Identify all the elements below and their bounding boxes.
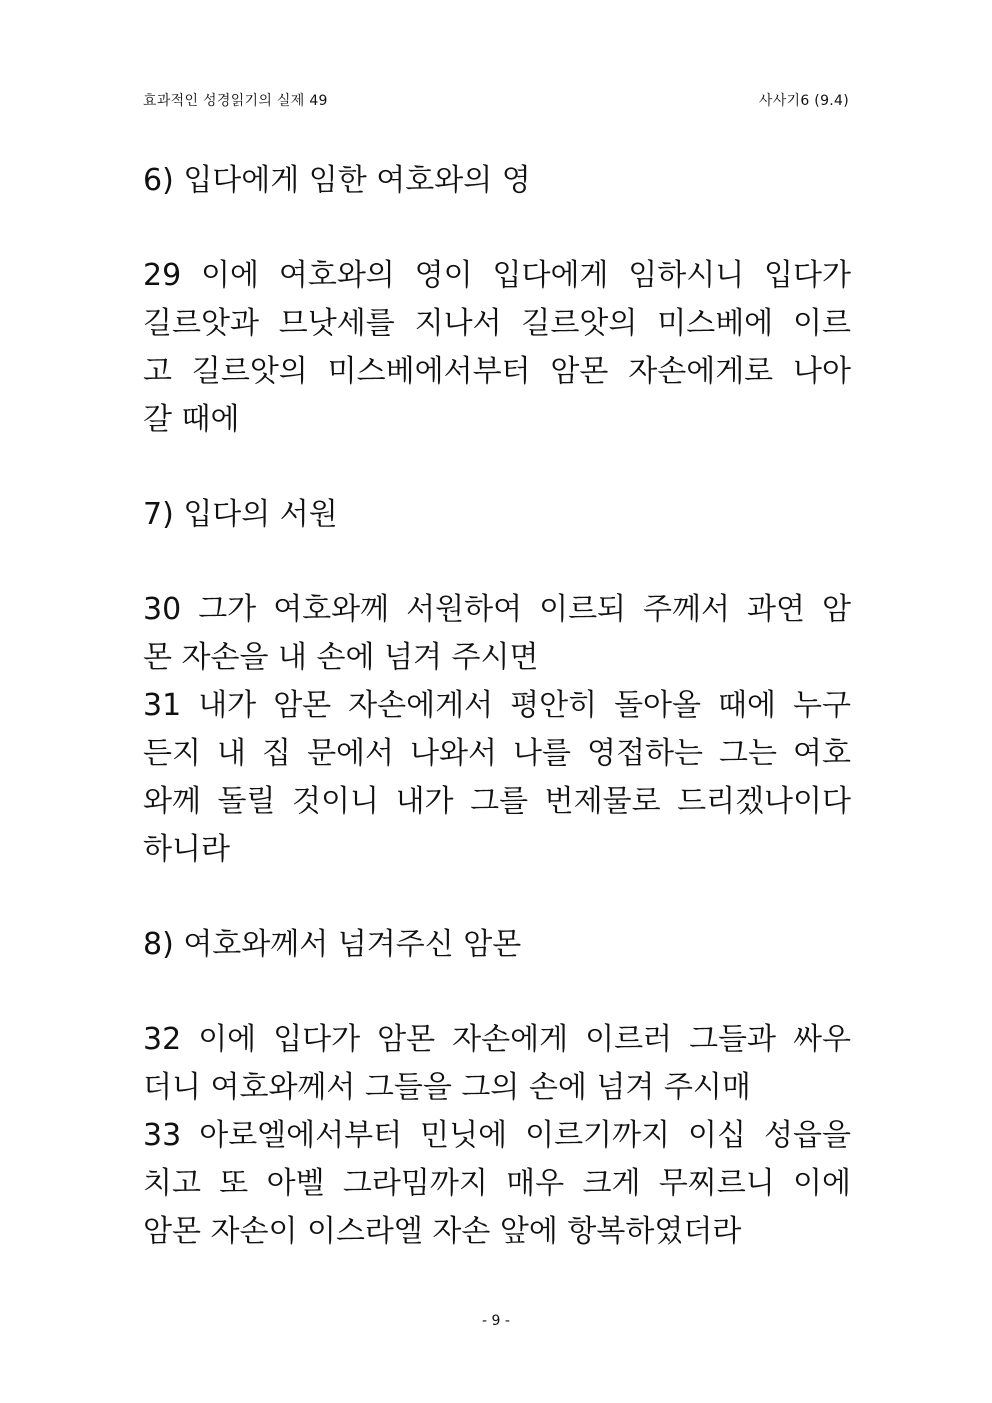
section-heading: 8) 여호와께서 넘겨주신 암몬 — [143, 927, 522, 962]
verse-line: 29 이에 여호와의 영이 입다에게 임하시니 입다가 — [143, 258, 851, 293]
verse-line: 든지 내 집 문에서 나와서 나를 영접하는 그는 여호 — [143, 736, 851, 771]
verse-line: 암몬 자손이 이스라엘 자손 앞에 항복하였더라 — [143, 1214, 742, 1249]
verse-line: 치고 또 아벨 그라밈까지 매우 크게 무찌르니 이에 — [143, 1166, 851, 1201]
page-header — [143, 90, 849, 112]
verse-line: 31 내가 암몬 자손에게서 평안히 돌아올 때에 누구 — [143, 688, 851, 723]
verse-block — [143, 586, 851, 874]
page-number: - 9 - — [482, 1313, 510, 1329]
header-chapter-label: 사사기6 (9.4) — [758, 93, 849, 109]
section-heading: 6) 입다에게 임한 여호와의 영 — [143, 163, 531, 198]
verse-line: 길르앗과 므낫세를 지나서 길르앗의 미스베에 이르 — [143, 306, 851, 341]
header-book-title: 효과적인 성경읽기의 실제 49 — [143, 93, 328, 109]
verse-line: 고 길르앗의 미스베에서부터 암몬 자손에게로 나아 — [143, 354, 851, 389]
verse-line: 30 그가 여호와께 서원하여 이르되 주께서 과연 암 — [143, 592, 851, 627]
page-content — [143, 157, 851, 1303]
verse-block — [143, 1016, 851, 1256]
verse-line: 32 이에 입다가 암몬 자손에게 이르러 그들과 싸우 — [143, 1022, 851, 1057]
verse-line: 더니 여호와께서 그들을 그의 손에 넘겨 주시매 — [143, 1070, 751, 1105]
verse-line: 하니라 — [143, 832, 230, 867]
verse-line: 갈 때에 — [143, 402, 240, 437]
verse-line: 33 아로엘에서부터 민닛에 이르기까지 이십 성읍을 — [143, 1118, 851, 1153]
verse-block — [143, 252, 851, 444]
section-heading: 7) 입다의 서원 — [143, 497, 338, 532]
verse-line: 몬 자손을 내 손에 넘겨 주시면 — [143, 640, 539, 675]
verse-line: 와께 돌릴 것이니 내가 그를 번제물로 드리겠나이다 — [143, 784, 851, 819]
